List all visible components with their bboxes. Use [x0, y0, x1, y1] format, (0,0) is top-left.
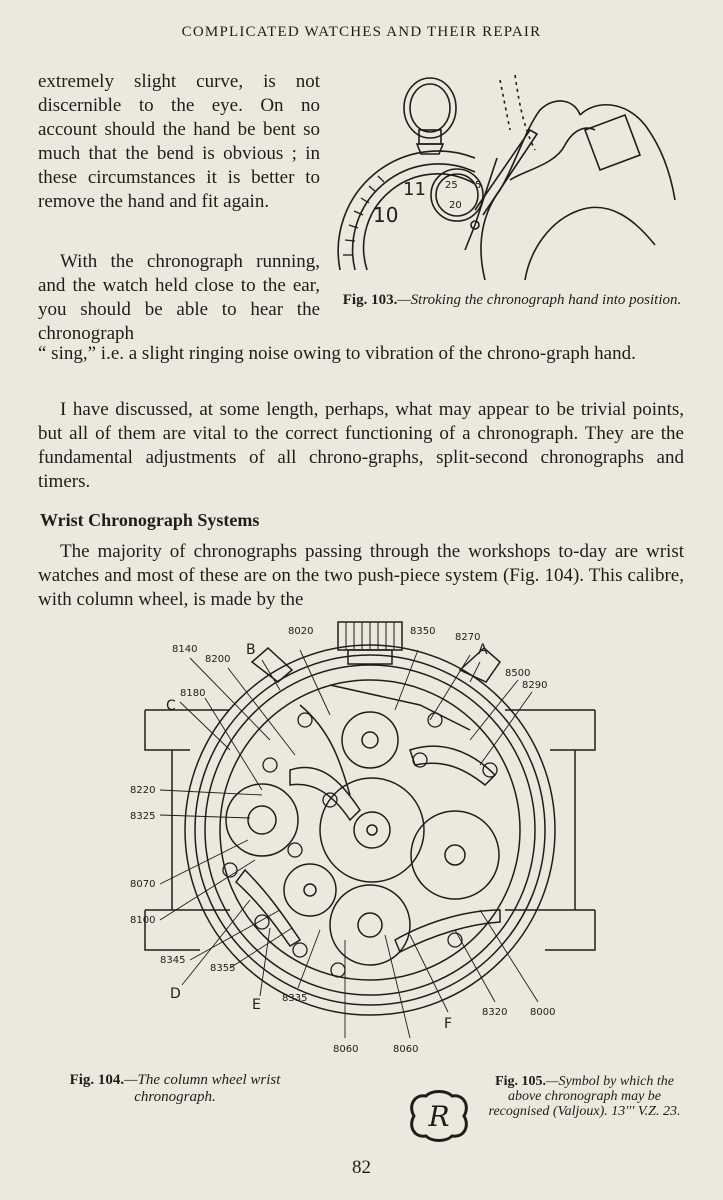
fig103-label: Fig. 103.: [342, 292, 398, 308]
fig104-letter-b: B: [246, 642, 256, 658]
fig104-caption-text: —The column wheel wrist chronograph.: [124, 1072, 281, 1105]
fig104-illustration: [0, 610, 723, 1070]
fig103-dial-10: 10: [373, 203, 399, 227]
fig104-callout-8000: 8000: [530, 1007, 556, 1018]
paragraph-trivial-points: I have discussed, at some length, perhaps, what may appear to be trivial points, but all of them are vital to the correct functioning of a chronograph. They are the fundamental adjustments of all chrono-graphs, split-second chronographs and timers.: [38, 399, 684, 492]
fig104-letter-d: D: [170, 986, 181, 1002]
fig103-caption-text: —Stroking the chronograph hand into position.: [397, 292, 682, 308]
fig103-subdial-25: 25: [445, 180, 458, 191]
fig104-callout-8320: 8320: [482, 1007, 508, 1018]
fig104-letter-a: A: [478, 642, 488, 658]
paragraph-chronograph-running: With the chronograph running, and the watch held close to the ear, you should be able to hear the chronograph: [38, 251, 320, 344]
fig104-callout-8060-left: 8060: [333, 1044, 359, 1055]
fig104-callout-8290: 8290: [522, 680, 548, 691]
fig104-callout-8060-right: 8060: [393, 1044, 419, 1055]
section-heading: Wrist Chronograph Systems: [40, 510, 260, 530]
fig104-callout-8335: 8335: [282, 993, 308, 1004]
fig103-subdial-20: 20: [449, 200, 462, 211]
fig105-symbol-letter: R: [428, 1100, 450, 1133]
fig104-callout-8325: 8325: [130, 811, 156, 822]
fig104-callout-8500: 8500: [505, 668, 531, 679]
fig105-caption-text: —Symbol by which the above chronograph may be recognised (Valjoux). 13′′′ V.Z. 23.: [488, 1074, 681, 1119]
fig104-callout-8355: 8355: [210, 963, 236, 974]
fig105-label: Fig. 105.: [495, 1074, 547, 1089]
fig104-callout-8200: 8200: [205, 654, 231, 665]
fig104-callout-8345: 8345: [160, 955, 186, 966]
page-number: 82: [352, 1157, 371, 1178]
fig105-symbol: [404, 1088, 474, 1144]
fig104-callout-8350: 8350: [410, 626, 436, 637]
fig104-callout-8180: 8180: [180, 688, 206, 699]
fig103-illustration: [325, 70, 690, 285]
paragraph-chronograph-sing: “ sing,” i.e. a slight ringing noise owing to vibration of the chrono-graph hand.: [38, 343, 636, 364]
fig104-letter-f: F: [444, 1016, 453, 1032]
fig103-caption: [342, 292, 682, 309]
fig104-callout-8020: 8020: [288, 626, 314, 637]
fig104-callout-8270: 8270: [455, 632, 481, 643]
fig104-callout-8070: 8070: [130, 879, 156, 890]
fig103-subdial-5: 5: [475, 180, 482, 191]
fig104-letter-e: E: [252, 997, 261, 1013]
paragraph-continued: extremely slight curve, is not discernible to the eye. On no account should the hand be bent so much that the bend is obvious ; in these circumstances it is better to remove the hand and fit again.: [38, 71, 320, 212]
fig104-callout-8100: 8100: [130, 915, 156, 926]
fig104-callout-8220: 8220: [130, 785, 156, 796]
fig105-caption: [482, 1074, 687, 1119]
fig104-letter-c: C: [166, 698, 176, 714]
fig104-label: Fig. 104.: [69, 1072, 125, 1088]
running-head: COMPLICATED WATCHES AND THEIR REPAIR: [181, 24, 542, 40]
fig104-callout-8140: 8140: [172, 644, 198, 655]
fig103-dial-11: 11: [403, 179, 426, 200]
fig104-caption: [40, 1072, 310, 1106]
paragraph-wrist-chronographs: The majority of chronographs passing through the workshops to-day are wrist watches and most of these are on the two push-piece system (Fig. 104). This calibre, with column wheel, is made by the: [38, 541, 684, 610]
